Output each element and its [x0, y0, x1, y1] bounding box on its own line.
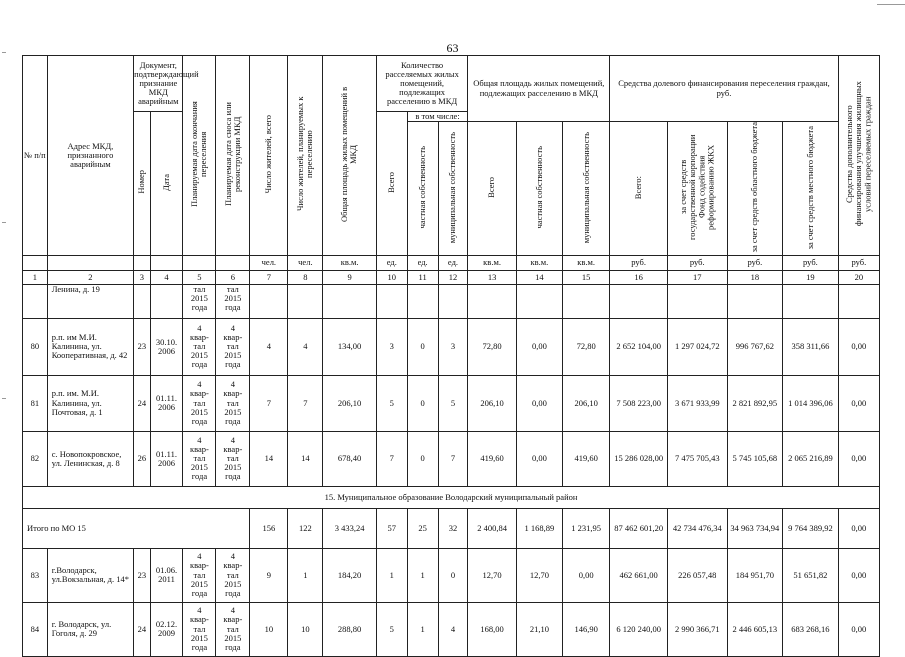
cell-res-total: 9	[250, 548, 288, 602]
row-address: Ленина, д. 19	[47, 284, 133, 318]
cell-rooms: 1	[376, 548, 407, 602]
cell-a-mun: 206,10	[563, 375, 610, 431]
cell-line: 4	[230, 605, 235, 616]
header-funds-region: за счет средств областного бюджета	[749, 122, 760, 253]
cell-f-fund: 7 475 705,43	[667, 431, 727, 486]
header-area-total: Всего	[486, 176, 497, 198]
table-row	[23, 602, 880, 656]
section-title: 15. Муниципальное образование Володарский муниципальный район	[23, 486, 880, 508]
cell-line: тал	[193, 341, 206, 352]
cell-doc-no: 23	[134, 548, 150, 602]
cell-line: 2015	[190, 350, 208, 361]
cell-line: 2015	[190, 462, 208, 473]
cell-line: года	[191, 302, 208, 313]
header-funds-local: за счет средств местного бюджета	[804, 125, 815, 250]
cell-line: тал	[193, 453, 206, 464]
cell-f-local: 2 065 216,89	[783, 431, 839, 486]
col-number: 14	[516, 270, 562, 284]
cell-line: 4	[197, 551, 202, 562]
cell-line: года	[225, 641, 241, 652]
table-row	[23, 318, 880, 375]
cell-doc-no: 24	[134, 602, 150, 656]
cell-line: квар-	[189, 560, 209, 571]
header-area-private: частная собственность	[533, 146, 544, 229]
cell-a-total: 206,10	[468, 375, 516, 431]
header-rooms-count: Количество расселяемых жилых помещений, подлежащих расселению в МКД	[376, 56, 468, 112]
cell-end	[183, 431, 216, 486]
cell-address: г.Володарск, ул.Вокзальная, д. 14*	[47, 548, 133, 602]
header-area-group: Общая площадь жилых помещений, подлежащих расселению в МКД	[468, 56, 610, 122]
cell-n: 83	[23, 548, 48, 602]
margin-mark	[2, 222, 6, 223]
cell-line: 4	[197, 605, 202, 616]
cell-doc-date: 01.11. 2006	[150, 431, 183, 486]
header-num: № п/п	[23, 56, 48, 256]
cell-f-total: 2 652 104,00	[610, 318, 668, 375]
cell-a-total: 419,60	[468, 431, 516, 486]
cell-line: года	[191, 359, 208, 370]
unit: руб.	[838, 255, 879, 270]
totals-a-total: 2 400,84	[468, 508, 516, 548]
cell-f-total: 6 120 240,00	[610, 602, 668, 656]
totals-f-extra: 0,00	[838, 508, 879, 548]
unit: руб.	[610, 255, 668, 270]
cell-f-fund: 3 671 933,99	[667, 375, 727, 431]
cell-area: 288,80	[323, 602, 376, 656]
totals-rooms-priv: 25	[407, 508, 438, 548]
cell-rooms: 5	[376, 375, 407, 431]
cell-f-extra: 0,00	[838, 318, 879, 375]
totals-rooms-mun: 32	[438, 508, 468, 548]
header-area-municipal: муниципальная собственность	[580, 131, 591, 243]
cell-f-fund: 1 297 024,72	[667, 318, 727, 375]
cell-line: 4	[197, 322, 202, 333]
cell-line: квар-	[189, 331, 209, 342]
totals-f-region: 34 963 734,94	[727, 508, 783, 548]
unit: руб.	[667, 255, 727, 270]
col-number: 13	[468, 270, 516, 284]
header-residents-total: Число жителей, всего	[263, 115, 274, 194]
header-rooms-private: частная собственность	[417, 146, 428, 229]
cell-f-extra: 0,00	[838, 375, 879, 431]
margin-mark	[2, 52, 6, 53]
cell-res-total: 14	[250, 431, 288, 486]
cell-doc-date: 01.11. 2006	[150, 375, 183, 431]
header-document: Документ, подтверждающий признание МКД аварийным	[134, 56, 183, 112]
cell-line: тал	[193, 283, 206, 294]
cell-f-total: 15 286 028,00	[610, 431, 668, 486]
totals-res-planned: 122	[288, 508, 323, 548]
cell-line: квар-	[223, 443, 243, 454]
cell-line: квар-	[189, 443, 209, 454]
col-number: 19	[783, 270, 839, 284]
cell-a-total: 168,00	[468, 602, 516, 656]
cell-a-priv: 0,00	[516, 431, 562, 486]
col-number: 3	[134, 270, 150, 284]
cell-a-total: 72,80	[468, 318, 516, 375]
cell-line: года	[225, 302, 241, 313]
totals-row	[23, 508, 880, 548]
cell-line: тал	[226, 453, 239, 464]
cell-res-planned: 10	[288, 602, 323, 656]
totals-area: 3 433,24	[323, 508, 376, 548]
cell-line: 2015	[190, 406, 208, 417]
header-doc-date: Дата	[160, 173, 171, 191]
cell-line: 4	[197, 434, 202, 445]
cell-f-local: 51 651,82	[783, 548, 839, 602]
header-residents-planned: Число жителей, планируемых к переселению	[295, 97, 315, 212]
cell-doc-date: 30.10. 2006	[150, 318, 183, 375]
cell-area: 134,00	[323, 318, 376, 375]
cell-f-local: 358 311,66	[783, 318, 839, 375]
cell-doc-date: 02.12. 2009	[150, 602, 183, 656]
cell-rooms-mun: 4	[438, 602, 468, 656]
cell-line: тал	[193, 623, 206, 634]
header-funds-fund: за счет средств государственной корпорации Фонд содействия реформированию ЖКХ	[677, 134, 716, 241]
totals-f-fund: 42 734 476,34	[667, 508, 727, 548]
cell-line: года	[225, 471, 241, 482]
cell-line: 2015	[190, 632, 208, 643]
unit: ед.	[407, 255, 438, 270]
cell-f-region: 184 951,70	[727, 548, 783, 602]
totals-rooms: 57	[376, 508, 407, 548]
cell-a-priv: 21,10	[516, 602, 562, 656]
totals-a-priv: 1 168,89	[516, 508, 562, 548]
col-number: 15	[563, 270, 610, 284]
cell-rooms-mun: 0	[438, 548, 468, 602]
cell-doc-no: 26	[134, 431, 150, 486]
cell-res-total: 10	[250, 602, 288, 656]
cell-f-total: 462 661,00	[610, 548, 668, 602]
cell-rooms-priv: 0	[407, 431, 438, 486]
header-funds-extra: Средства дополнительного финансирования улучшения жилищных условий переселяемых граждан	[844, 81, 873, 227]
cell-f-fund: 226 057,48	[667, 548, 727, 602]
unit: ед.	[438, 255, 468, 270]
cell-f-extra: 0,00	[838, 548, 879, 602]
header-planned-demolish: Планируемая дата сноса или реконструкции МКД	[222, 102, 242, 207]
cell-a-mun: 0,00	[563, 548, 610, 602]
col-number: 4	[150, 270, 183, 284]
page-number: 63	[446, 41, 459, 55]
cell-line: года	[225, 359, 241, 370]
col-number: 8	[288, 270, 323, 284]
cell-line: тал	[193, 569, 206, 580]
col-number: 12	[438, 270, 468, 284]
cell-rooms-mun: 5	[438, 375, 468, 431]
cell-f-region: 2 446 605,13	[727, 602, 783, 656]
cell-res-total: 7	[250, 375, 288, 431]
cell-f-region: 2 821 892,95	[727, 375, 783, 431]
cell-rooms-priv: 0	[407, 375, 438, 431]
cell-n: 80	[23, 318, 48, 375]
cell-a-priv: 0,00	[516, 375, 562, 431]
col-number: 6	[216, 270, 250, 284]
cell-doc-no: 23	[134, 318, 150, 375]
cell-address: г. Володарск, ул. Гоголя, д. 29	[47, 602, 133, 656]
cell-line: 2015	[190, 578, 208, 589]
totals-a-mun: 1 231,95	[563, 508, 610, 548]
cell-area: 206,10	[323, 375, 376, 431]
cell-address: с. Новопокровское, ул. Ленинская, д. 8	[47, 431, 133, 486]
header-funds-group: Средства долевого финансирования переселения граждан, руб.	[610, 56, 838, 122]
col-number: 16	[610, 270, 668, 284]
cell-rooms: 5	[376, 602, 407, 656]
cell-res-planned: 7	[288, 375, 323, 431]
cell-res-planned: 4	[288, 318, 323, 375]
cell-n: 82	[23, 431, 48, 486]
col-number: 2	[47, 270, 133, 284]
cell-line: тал	[193, 397, 206, 408]
header-planned-end: Планируемая дата окончания переселения	[189, 101, 209, 208]
col-number: 9	[323, 270, 376, 284]
cell-line: года	[191, 587, 208, 598]
cell-line: 4	[230, 551, 235, 562]
margin-mark	[2, 398, 6, 399]
totals-f-local: 9 764 389,92	[783, 508, 839, 548]
unit: кв.м.	[323, 255, 376, 270]
cell-line: года	[191, 471, 208, 482]
cell-line: 4	[230, 379, 235, 390]
cell-line: 2015	[224, 578, 242, 589]
cell-line: тал	[226, 623, 239, 634]
cell-f-local: 1 014 396,06	[783, 375, 839, 431]
cell-f-extra: 0,00	[838, 602, 879, 656]
cell-address: р.п. им М.И. Калинина, ул. Кооперативная, д. 42	[47, 318, 133, 375]
cell-f-extra: 0,00	[838, 431, 879, 486]
cell-a-priv: 12,70	[516, 548, 562, 602]
cell-line: 2015	[224, 462, 242, 473]
cell-f-region: 5 745 105,68	[727, 431, 783, 486]
cell-demolish	[216, 431, 250, 486]
cell-line: тал	[226, 283, 239, 294]
col-number: 18	[727, 270, 783, 284]
cell-rooms-mun: 3	[438, 318, 468, 375]
header-total-area: Общая площадь жилых помещений в МКД	[339, 86, 359, 222]
cell-demolish	[216, 375, 250, 431]
unit: чел.	[250, 255, 288, 270]
cell-area: 184,20	[323, 548, 376, 602]
cell-a-total: 12,70	[468, 548, 516, 602]
cell-end	[183, 548, 216, 602]
unit: кв.м.	[468, 255, 516, 270]
cell-f-total: 7 508 223,00	[610, 375, 668, 431]
table-row	[23, 284, 880, 318]
unit: руб.	[727, 255, 783, 270]
totals-res-total: 156	[250, 508, 288, 548]
header-funds-total: Всего:	[633, 175, 644, 199]
cell-line: квар-	[223, 560, 243, 571]
table-row	[23, 548, 880, 602]
cell-rooms-priv: 1	[407, 602, 438, 656]
table-row	[23, 431, 880, 486]
cell-line: квар-	[223, 331, 243, 342]
cell-line: 2015	[224, 632, 242, 643]
cell-area: 678,40	[323, 431, 376, 486]
cell-line: тал	[226, 341, 239, 352]
col-number: 17	[667, 270, 727, 284]
unit: руб.	[783, 255, 839, 270]
totals-label: Итого по МО 15	[23, 508, 250, 548]
header-address: Адрес МКД, признанного аварийным	[47, 56, 133, 256]
header-rooms-including: в том числе:	[407, 112, 468, 122]
cell-f-region: 996 767,62	[727, 318, 783, 375]
cell-rooms: 3	[376, 318, 407, 375]
cell-line: 4	[197, 379, 202, 390]
cell-end	[183, 318, 216, 375]
col-number: 5	[183, 270, 216, 284]
cell-res-total: 4	[250, 318, 288, 375]
unit: кв.м.	[516, 255, 562, 270]
col-number: 1	[23, 270, 48, 284]
cell-rooms-priv: 1	[407, 548, 438, 602]
cell-f-fund: 2 990 366,71	[667, 602, 727, 656]
cell-doc-date: 01.06. 2011	[150, 548, 183, 602]
cell-line: тал	[226, 569, 239, 580]
cell-line: 2015	[190, 292, 208, 303]
cell-a-priv: 0,00	[516, 318, 562, 375]
cell-a-mun: 419,60	[563, 431, 610, 486]
table-row	[23, 375, 880, 431]
cell-demolish	[216, 318, 250, 375]
cell-a-mun: 146,90	[563, 602, 610, 656]
cell-address: р.п. им. М.И. Калинина, ул. Почтовая, д. 1	[47, 375, 133, 431]
margin-mark	[877, 4, 905, 5]
cell-rooms-priv: 0	[407, 318, 438, 375]
cell-line: года	[225, 587, 241, 598]
resettlement-table	[22, 55, 880, 657]
cell-res-planned: 1	[288, 548, 323, 602]
cell-line: квар-	[189, 388, 209, 399]
cell-f-local: 683 268,16	[783, 602, 839, 656]
totals-f-total: 87 462 601,20	[610, 508, 668, 548]
cell-n: 81	[23, 375, 48, 431]
cell-rooms: 7	[376, 431, 407, 486]
cell-n: 84	[23, 602, 48, 656]
cell-line: года	[191, 641, 208, 652]
cell-line: года	[191, 415, 208, 426]
cell-line: 2015	[224, 350, 242, 361]
cell-line: тал	[226, 397, 239, 408]
col-number: 7	[250, 270, 288, 284]
cell-line: 4	[230, 434, 235, 445]
cell-demolish	[216, 548, 250, 602]
header-rooms-total: Всего	[386, 171, 397, 193]
cell-end	[183, 375, 216, 431]
col-number: 20	[838, 270, 879, 284]
col-number: 11	[407, 270, 438, 284]
cell-line: 4	[230, 322, 235, 333]
unit: ед.	[376, 255, 407, 270]
unit: чел.	[288, 255, 323, 270]
cell-doc-no: 24	[134, 375, 150, 431]
cell-line: квар-	[223, 614, 243, 625]
cell-rooms-mun: 7	[438, 431, 468, 486]
cell-line: квар-	[223, 388, 243, 399]
header-rooms-municipal: муниципальная собственность	[447, 131, 458, 243]
cell-a-mun: 72,80	[563, 318, 610, 375]
cell-line: 2015	[224, 406, 242, 417]
cell-line: года	[225, 415, 241, 426]
header-doc-number: Номер	[136, 170, 147, 195]
cell-demolish	[216, 602, 250, 656]
cell-res-planned: 14	[288, 431, 323, 486]
col-number: 10	[376, 270, 407, 284]
cell-end	[183, 602, 216, 656]
cell-line: квар-	[189, 614, 209, 625]
unit: кв.м.	[563, 255, 610, 270]
cell-line: 2015	[224, 292, 242, 303]
